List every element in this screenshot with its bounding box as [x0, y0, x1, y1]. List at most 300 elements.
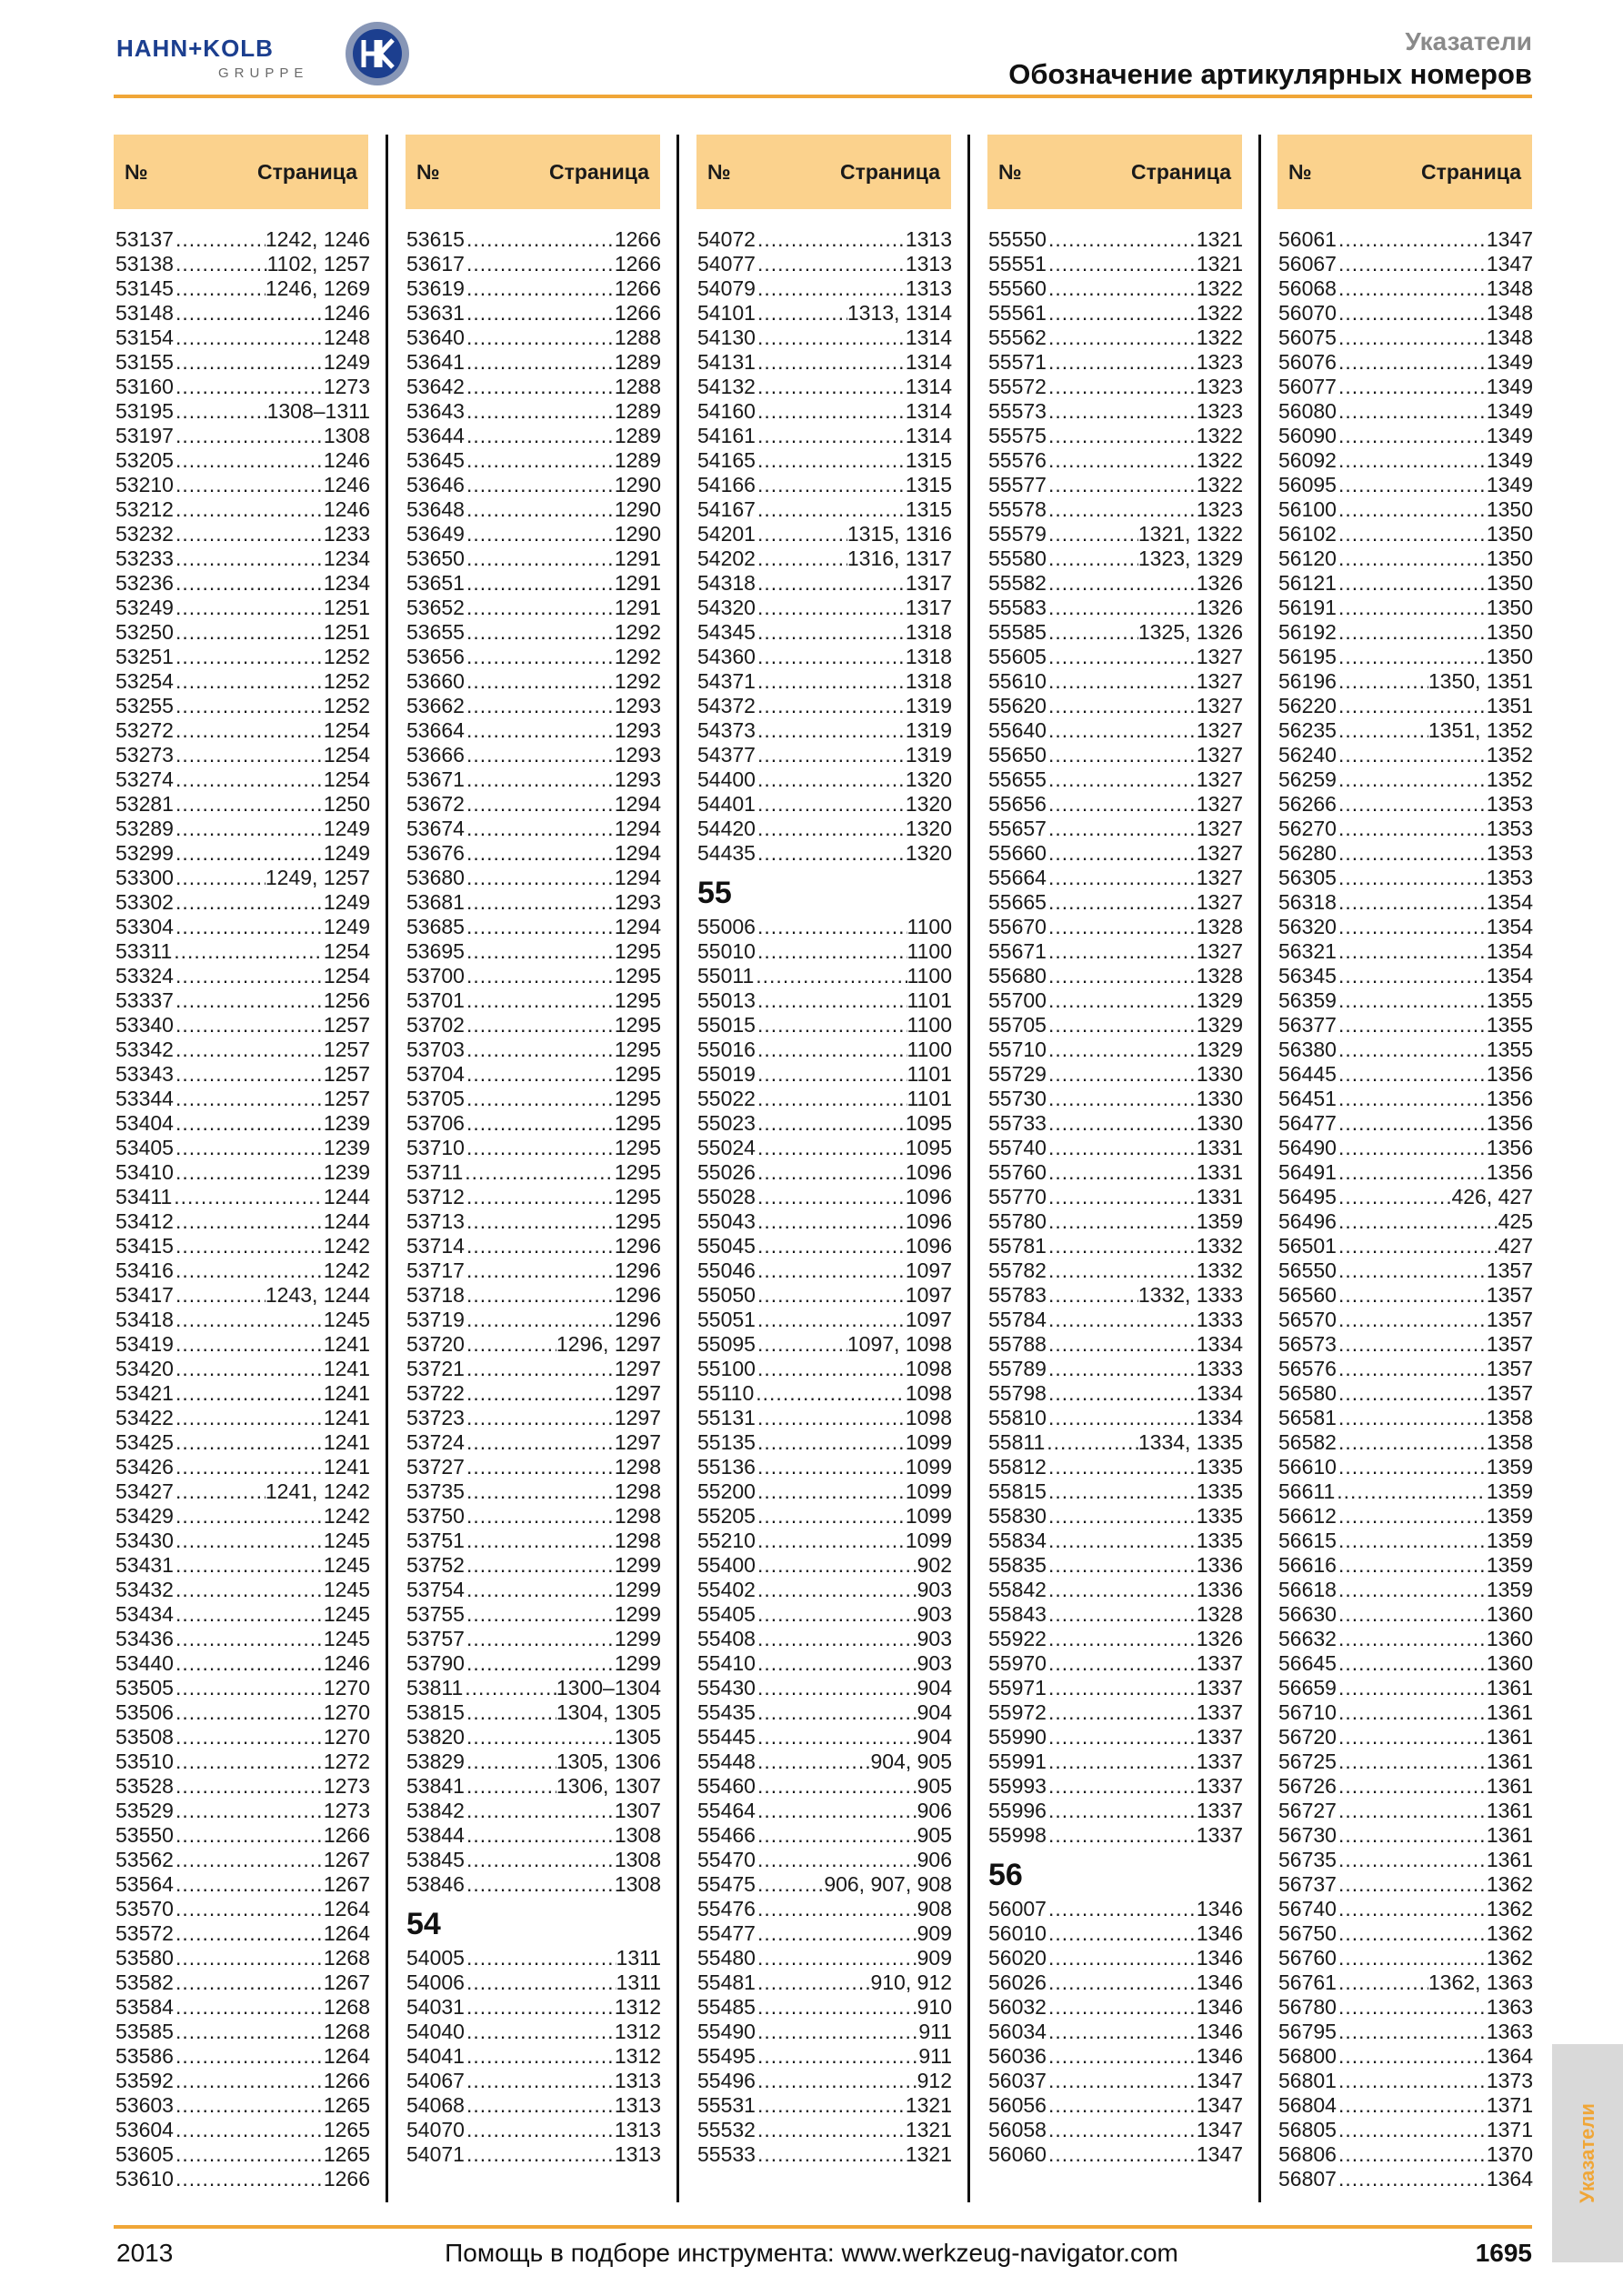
article-number: 53666 — [406, 743, 465, 767]
dot-leader — [1337, 1062, 1487, 1087]
page-reference: 1305, 1306 — [556, 1750, 661, 1773]
article-number: 56240 — [1278, 743, 1337, 767]
dot-leader — [174, 1627, 324, 1651]
article-number: 53752 — [406, 1553, 465, 1577]
dot-leader — [756, 1529, 906, 1553]
index-entry — [697, 1136, 952, 1160]
page-reference: 1333 — [1196, 1357, 1243, 1380]
index-entry — [1278, 1872, 1533, 1897]
page-reference: 1268 — [323, 1946, 370, 1970]
page-reference: 1358 — [1486, 1406, 1533, 1429]
index-entry — [988, 1087, 1243, 1111]
dot-leader — [465, 1406, 615, 1430]
index-entry — [988, 792, 1243, 817]
article-number: 53755 — [406, 1602, 465, 1626]
index-entry — [697, 964, 952, 988]
index-entry — [115, 2093, 370, 2118]
page-reference: 1246 — [323, 497, 370, 521]
index-entry — [406, 1308, 661, 1332]
article-number: 53754 — [406, 1578, 465, 1601]
index-entry — [115, 1774, 370, 1799]
article-number: 53436 — [115, 1627, 174, 1650]
dot-leader — [1337, 645, 1487, 669]
index-entry — [697, 1455, 952, 1479]
index-entry — [115, 1455, 370, 1479]
article-number: 56582 — [1278, 1430, 1337, 1454]
index-entry — [988, 1258, 1243, 1283]
index-entry — [406, 1946, 661, 1970]
page-reference: 1295 — [614, 1209, 661, 1233]
page-reference: 1325, 1326 — [1137, 620, 1243, 644]
dot-leader — [1047, 227, 1197, 252]
index-entry — [115, 2142, 370, 2167]
article-number: 55046 — [697, 1258, 756, 1282]
article-number: 56801 — [1278, 2069, 1337, 2092]
dot-leader — [465, 227, 615, 252]
dot-leader — [174, 1823, 324, 1848]
page-reference: 903 — [917, 1578, 952, 1601]
dot-leader — [756, 1160, 906, 1185]
page-reference: 1370 — [1486, 2142, 1533, 2166]
dot-leader — [174, 1946, 324, 1970]
article-number: 56795 — [1278, 2020, 1337, 2043]
index-entry — [988, 1823, 1243, 1848]
header-number-label: № — [998, 159, 1022, 184]
dot-leader — [174, 817, 324, 841]
index-entry — [697, 1578, 952, 1602]
article-number: 53641 — [406, 350, 465, 374]
article-number: 55580 — [988, 546, 1047, 570]
dot-leader — [465, 718, 615, 743]
page-reference: 1350 — [1486, 620, 1533, 644]
dot-leader — [1337, 1185, 1452, 1209]
page-reference: 1257 — [323, 1062, 370, 1086]
dot-leader — [1337, 669, 1428, 694]
dot-leader — [174, 718, 324, 743]
page-reference: 1361 — [1486, 1676, 1533, 1699]
article-number: 55043 — [697, 1209, 756, 1233]
index-entry — [988, 276, 1243, 301]
article-number: 56036 — [988, 2044, 1047, 2068]
article-number: 56191 — [1278, 596, 1337, 619]
header-page-label: Страница — [257, 159, 357, 184]
dot-leader — [465, 1357, 615, 1381]
article-number: 55657 — [988, 817, 1047, 840]
article-number: 55531 — [697, 2093, 756, 2117]
dot-leader — [756, 522, 847, 546]
dot-leader — [756, 988, 907, 1013]
dot-leader — [465, 1970, 616, 1995]
index-entry — [406, 1799, 661, 1823]
dot-leader — [174, 645, 324, 669]
dot-leader — [174, 1970, 324, 1995]
article-number: 56010 — [988, 1921, 1047, 1945]
page-reference: 1252 — [323, 645, 370, 668]
dot-leader — [1337, 1087, 1487, 1111]
index-entry — [697, 1234, 952, 1258]
dot-leader — [1337, 1381, 1487, 1406]
article-number: 55991 — [988, 1750, 1047, 1773]
index-entry — [697, 792, 952, 817]
dot-leader — [174, 1062, 324, 1087]
dot-leader — [174, 1750, 324, 1774]
article-number: 53249 — [115, 596, 174, 619]
index-entry — [115, 2118, 370, 2142]
dot-leader — [174, 571, 324, 596]
index-entry — [1278, 1651, 1533, 1676]
page-reference: 1257 — [323, 1038, 370, 1061]
article-number: 56740 — [1278, 1897, 1337, 1920]
index-entry — [988, 1234, 1243, 1258]
page-reference: 1294 — [614, 915, 661, 938]
index-entry — [988, 1553, 1243, 1578]
dot-leader — [174, 2044, 324, 2069]
dot-leader — [756, 350, 906, 375]
page-reference: 1293 — [614, 890, 661, 914]
article-number: 53251 — [115, 645, 174, 668]
article-number: 56020 — [988, 1946, 1047, 1970]
article-number: 53431 — [115, 1553, 174, 1577]
index-entry — [988, 546, 1243, 571]
page-reference: 1101 — [907, 1087, 952, 1110]
page-reference: 1313 — [905, 252, 952, 276]
dot-leader — [1337, 571, 1487, 596]
page-reference: 1289 — [614, 399, 661, 423]
page-reference: 1320 — [905, 792, 952, 816]
index-entry — [988, 1897, 1243, 1921]
page-reference: 1336 — [1196, 1553, 1243, 1577]
article-number: 55730 — [988, 1087, 1047, 1110]
article-number: 56477 — [1278, 1111, 1337, 1135]
index-entry — [1278, 1258, 1533, 1283]
dot-leader — [174, 227, 265, 252]
page-reference: 1351 — [1486, 694, 1533, 717]
dot-leader — [463, 1676, 556, 1700]
index-entry — [1278, 1308, 1533, 1332]
article-number: 53750 — [406, 1504, 465, 1528]
index-entry — [115, 841, 370, 866]
dot-leader — [1047, 1455, 1197, 1479]
index-entry — [406, 1823, 661, 1848]
page-reference: 1291 — [614, 596, 661, 619]
page-reference: 1254 — [323, 767, 370, 791]
dot-leader — [1047, 817, 1197, 841]
article-number: 53250 — [115, 620, 174, 644]
article-number: 56102 — [1278, 522, 1337, 546]
dot-leader — [1047, 1038, 1197, 1062]
article-number: 55533 — [697, 2142, 756, 2166]
dot-leader — [465, 1136, 615, 1160]
index-entry — [697, 767, 952, 792]
article-number: 53719 — [406, 1308, 465, 1331]
dot-leader — [1337, 1995, 1487, 2020]
page-reference: 1371 — [1486, 2118, 1533, 2141]
article-number: 55733 — [988, 1111, 1047, 1135]
article-number: 56445 — [1278, 1062, 1337, 1086]
index-entry — [1278, 866, 1533, 890]
dot-leader — [756, 1038, 907, 1062]
article-number: 53751 — [406, 1529, 465, 1552]
article-number: 56305 — [1278, 866, 1337, 889]
article-number: 53710 — [406, 1136, 465, 1159]
dot-leader — [1337, 1823, 1487, 1848]
index-entry — [115, 1087, 370, 1111]
article-number: 53404 — [115, 1111, 174, 1135]
article-number: 53337 — [115, 988, 174, 1012]
index-entry — [988, 301, 1243, 326]
index-entry — [115, 767, 370, 792]
article-number: 53145 — [115, 276, 174, 300]
article-number: 53212 — [115, 497, 174, 521]
dot-leader — [174, 1725, 324, 1750]
page-reference: 1299 — [614, 1602, 661, 1626]
page-reference: 1296 — [614, 1308, 661, 1331]
page-reference: 1312 — [614, 2044, 661, 2068]
page-reference: 1356 — [1486, 1160, 1533, 1184]
article-number: 53671 — [406, 767, 465, 791]
index-entry — [697, 399, 952, 424]
dot-leader — [1047, 1823, 1197, 1848]
page-reference: 906, 907, 908 — [824, 1872, 952, 1896]
index-entry — [697, 571, 952, 596]
dot-leader — [1047, 1725, 1197, 1750]
column-header-2 — [406, 135, 660, 209]
dot-leader — [465, 1455, 615, 1479]
article-number: 56345 — [1278, 964, 1337, 988]
dot-leader — [174, 1602, 324, 1627]
article-number: 53724 — [406, 1430, 465, 1454]
index-entry — [115, 1357, 370, 1381]
article-number: 53664 — [406, 718, 465, 742]
index-entry — [697, 2118, 952, 2142]
article-number: 56761 — [1278, 1970, 1337, 1994]
page-reference: 1315 — [905, 473, 952, 496]
dot-leader — [465, 1185, 615, 1209]
article-number: 55577 — [988, 473, 1047, 496]
dot-leader — [1337, 1209, 1498, 1234]
page-reference: 425 — [1498, 1209, 1533, 1233]
article-number: 53610 — [115, 2167, 174, 2191]
page-reference: 1298 — [614, 1504, 661, 1528]
index-entry — [988, 1381, 1243, 1406]
page-reference: 1314 — [905, 399, 952, 423]
index-entry — [1278, 1234, 1533, 1258]
article-number: 55710 — [988, 1038, 1047, 1061]
index-entry — [115, 350, 370, 375]
article-number: 53415 — [115, 1234, 174, 1258]
article-number: 53344 — [115, 1087, 174, 1110]
dot-leader — [174, 1136, 324, 1160]
page-reference: 1246 — [323, 448, 370, 472]
article-number: 53672 — [406, 792, 465, 816]
article-number: 53660 — [406, 669, 465, 693]
page-reference: 1265 — [323, 2093, 370, 2117]
index-entry — [406, 939, 661, 964]
page-reference: 1295 — [614, 1062, 661, 1086]
page-reference: 1295 — [614, 1160, 661, 1184]
dot-leader — [465, 988, 615, 1013]
article-number: 53644 — [406, 424, 465, 447]
dot-leader — [1047, 1136, 1197, 1160]
page-reference: 1321 — [905, 2118, 952, 2141]
article-number: 56196 — [1278, 669, 1337, 693]
index-entry — [406, 399, 661, 424]
page-reference: 1328 — [1196, 964, 1243, 988]
page-reference: 1327 — [1196, 792, 1243, 816]
index-entry — [697, 1308, 952, 1332]
dot-leader — [174, 497, 324, 522]
index-entry — [697, 1062, 952, 1087]
index-entry — [406, 276, 661, 301]
article-number: 55205 — [697, 1504, 756, 1528]
dot-leader — [756, 1234, 906, 1258]
index-entry — [406, 1602, 661, 1627]
index-entry — [988, 2044, 1243, 2069]
header-page-label: Страница — [1421, 159, 1521, 184]
article-number: 55477 — [697, 1921, 756, 1945]
page-reference: 1347 — [1486, 227, 1533, 251]
dot-leader — [1047, 866, 1197, 890]
article-number: 55655 — [988, 767, 1047, 791]
index-entry — [115, 694, 370, 718]
dot-leader — [1337, 1038, 1487, 1062]
index-entry — [988, 669, 1243, 694]
dot-leader — [756, 1602, 917, 1627]
dot-leader — [756, 718, 906, 743]
index-entry — [697, 1602, 952, 1627]
article-number: 53721 — [406, 1357, 465, 1380]
index-entry — [115, 571, 370, 596]
dot-leader — [174, 1430, 324, 1455]
index-entry — [406, 1627, 661, 1651]
dot-leader — [465, 743, 615, 767]
article-number: 55729 — [988, 1062, 1047, 1086]
index-entry — [406, 1234, 661, 1258]
page-reference: 1360 — [1486, 1651, 1533, 1675]
page-reference: 1359 — [1486, 1529, 1533, 1552]
page-reference: 1293 — [614, 743, 661, 767]
dot-leader — [174, 448, 324, 473]
index-entry — [988, 1308, 1243, 1332]
index-entry — [1278, 1774, 1533, 1799]
index-entry — [697, 2044, 952, 2069]
dot-leader — [1337, 694, 1487, 718]
dot-leader — [174, 522, 324, 546]
page-reference: 1244 — [323, 1209, 370, 1233]
page-reference: 1241 — [323, 1381, 370, 1405]
article-number: 53674 — [406, 817, 465, 840]
group-heading: 55 — [697, 876, 732, 910]
article-number: 53138 — [115, 252, 174, 276]
article-number: 55448 — [697, 1750, 756, 1773]
article-number: 56735 — [1278, 1848, 1337, 1871]
article-number: 56710 — [1278, 1700, 1337, 1724]
article-number: 56067 — [1278, 252, 1337, 276]
dot-leader — [1047, 1381, 1197, 1406]
page-reference: 1348 — [1486, 301, 1533, 325]
dot-leader — [756, 2142, 906, 2167]
index-entry — [406, 1455, 661, 1479]
article-number: 53586 — [115, 2044, 174, 2068]
index-entry — [406, 1676, 661, 1700]
index-entry — [406, 2020, 661, 2044]
page-reference: 1288 — [614, 375, 661, 398]
index-entry — [697, 1676, 952, 1700]
article-number: 56195 — [1278, 645, 1337, 668]
article-number: 55579 — [988, 522, 1047, 546]
dot-leader — [465, 375, 615, 399]
dot-leader — [174, 890, 324, 915]
article-number: 54371 — [697, 669, 756, 693]
page-reference: 1294 — [614, 841, 661, 865]
column-divider — [967, 135, 970, 2202]
page-reference: 1318 — [905, 645, 952, 668]
dot-leader — [465, 1946, 616, 1970]
dot-leader — [1337, 792, 1487, 817]
index-entry — [697, 1553, 952, 1578]
dot-leader — [1047, 1921, 1197, 1946]
index-entry — [1278, 276, 1533, 301]
article-number: 55016 — [697, 1038, 756, 1061]
dot-leader — [174, 694, 324, 718]
article-number: 55740 — [988, 1136, 1047, 1159]
article-number: 53718 — [406, 1283, 465, 1307]
section-side-tab — [1552, 2044, 1623, 2262]
page-reference: 1337 — [1196, 1725, 1243, 1749]
index-entry — [1278, 890, 1533, 915]
page-reference: 1347 — [1486, 252, 1533, 276]
dot-leader — [756, 767, 906, 792]
article-number: 56610 — [1278, 1455, 1337, 1479]
article-number: 53841 — [406, 1774, 465, 1798]
article-number: 53727 — [406, 1455, 465, 1479]
article-number: 53642 — [406, 375, 465, 398]
page-reference: 1098 — [905, 1406, 952, 1429]
page-reference: 1249 — [323, 817, 370, 840]
index-entry — [988, 1283, 1243, 1308]
article-number: 55023 — [697, 1111, 756, 1135]
dot-leader — [756, 1553, 917, 1578]
page-reference: 1355 — [1486, 1038, 1533, 1061]
dot-leader — [1337, 939, 1487, 964]
article-number: 53580 — [115, 1946, 174, 1970]
page-reference: 1296 — [614, 1283, 661, 1307]
dot-leader — [1337, 399, 1487, 424]
index-entry — [988, 1455, 1243, 1479]
page-reference: 1313 — [905, 227, 952, 251]
dot-leader — [1337, 1750, 1487, 1774]
page-reference: 1313, 1314 — [847, 301, 952, 325]
dot-leader — [174, 1406, 324, 1430]
article-number: 55780 — [988, 1209, 1047, 1233]
dot-leader — [756, 1578, 917, 1602]
index-entry — [988, 1430, 1243, 1455]
dot-leader — [756, 375, 906, 399]
article-number: 53432 — [115, 1578, 174, 1601]
index-entry — [406, 743, 661, 767]
dot-leader — [1047, 890, 1197, 915]
dot-leader — [754, 964, 907, 988]
page-reference: 1100 — [907, 939, 952, 963]
article-number: 55135 — [697, 1430, 756, 1454]
article-number: 55131 — [697, 1406, 756, 1429]
page-reference: 1249 — [323, 890, 370, 914]
dot-leader — [465, 276, 615, 301]
index-entry — [406, 1479, 661, 1504]
article-number: 53422 — [115, 1406, 174, 1429]
page-reference: 1337 — [1196, 1651, 1243, 1675]
index-entry — [115, 1700, 370, 1725]
